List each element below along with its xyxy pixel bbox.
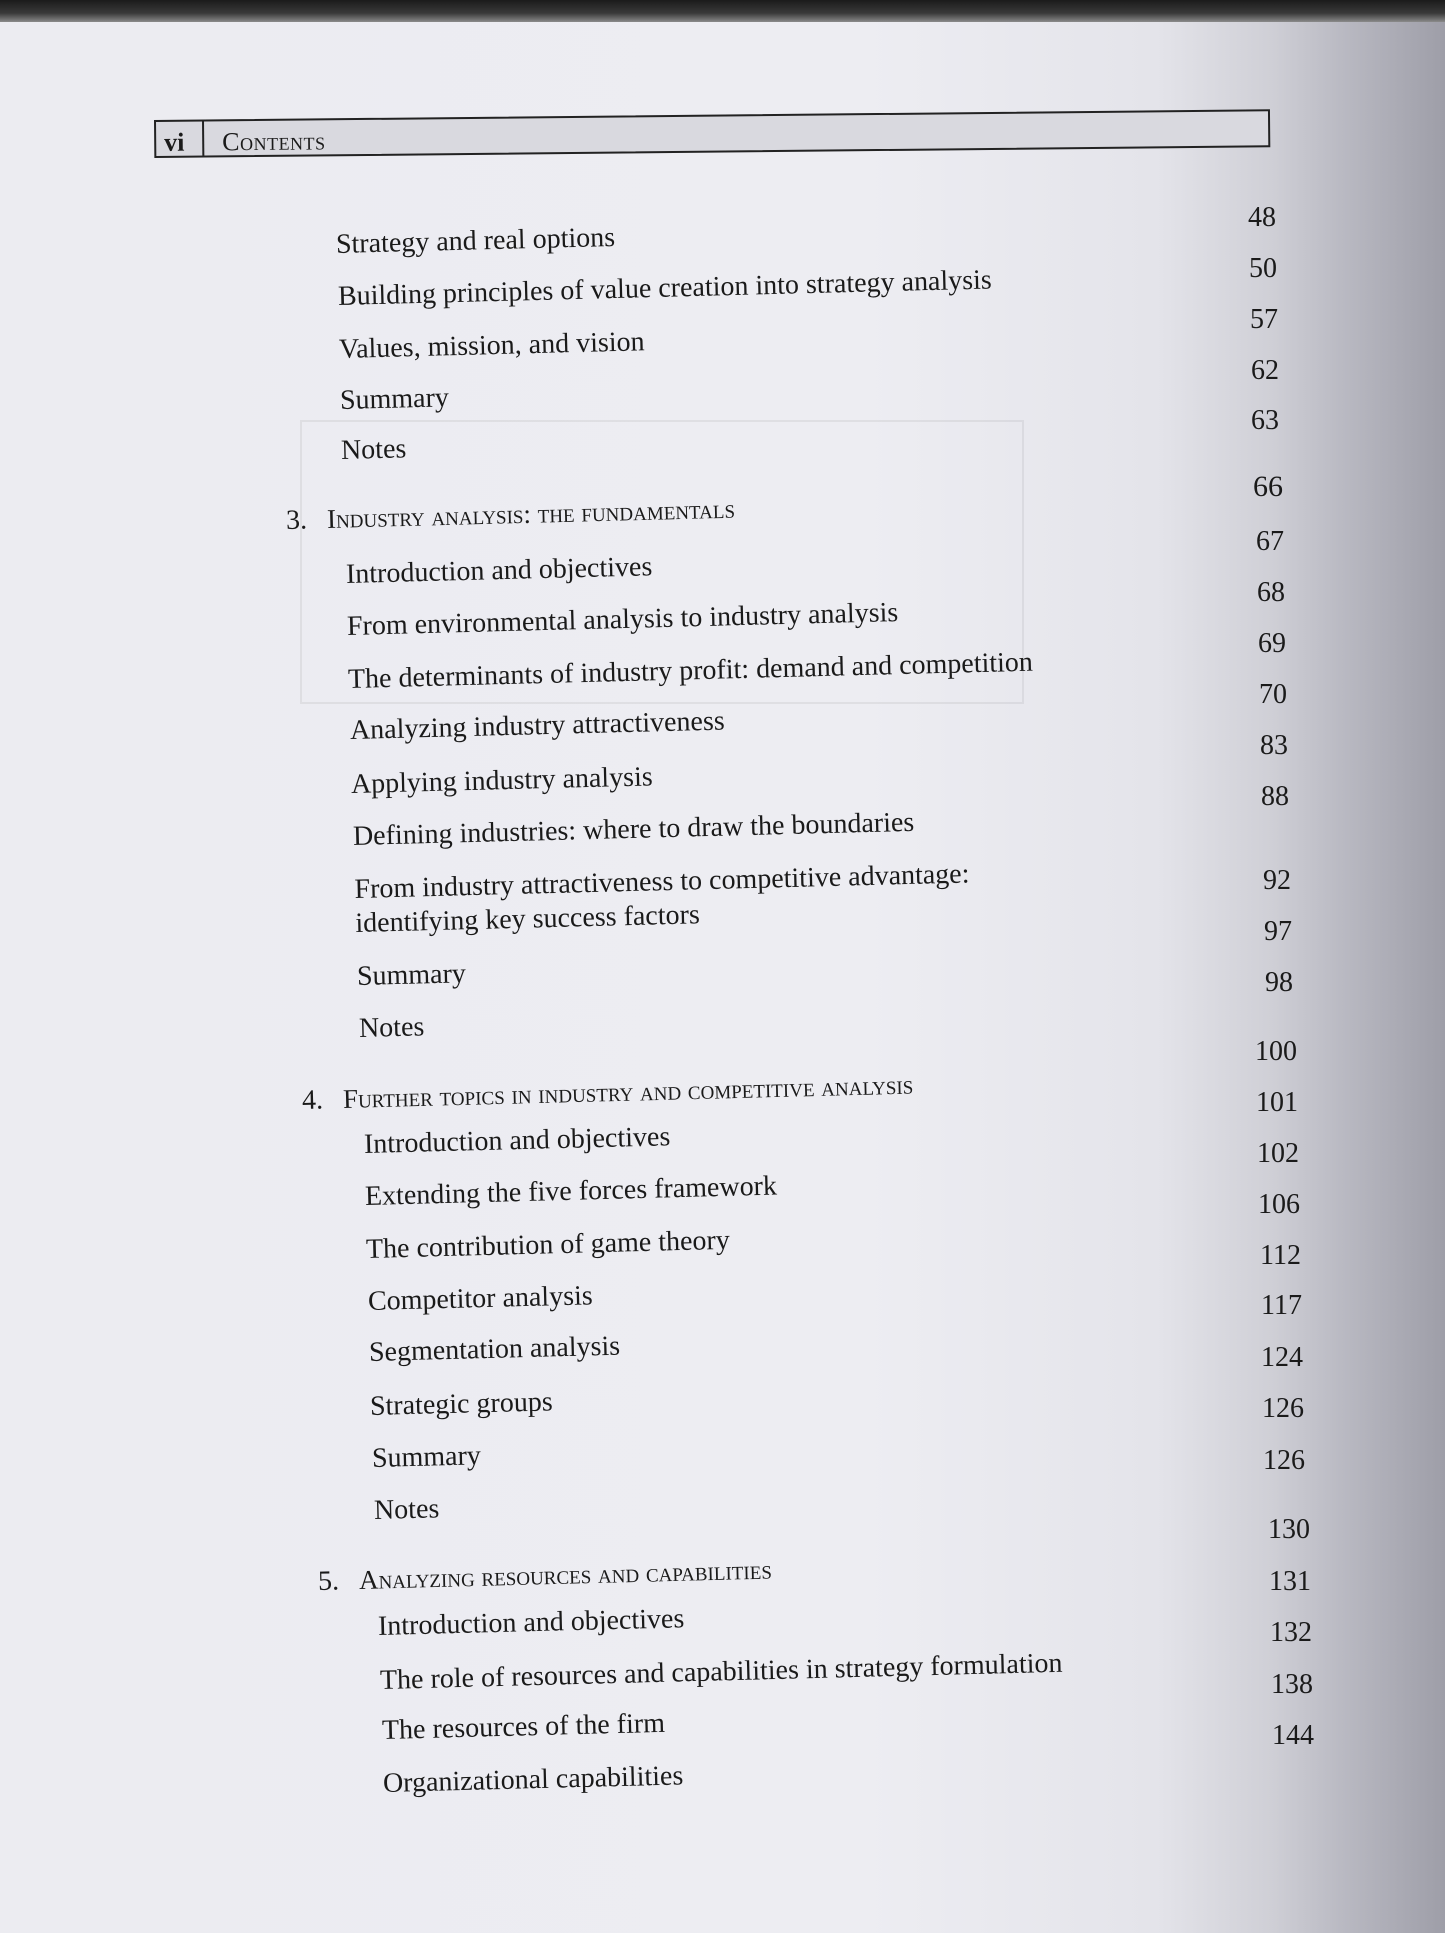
toc-entry-title: Building principles of value creation into strategy analysis bbox=[337, 264, 993, 312]
toc-entry-title: The contribution of game theory bbox=[365, 1224, 731, 1265]
toc-entry-page: 97 bbox=[1264, 916, 1292, 947]
toc-entry-page: 98 bbox=[1265, 967, 1293, 998]
toc-entry-title: Introduction and objectives bbox=[377, 1603, 685, 1642]
toc-entry-title: From environmental analysis to industry analysis bbox=[346, 597, 899, 642]
toc-entry-page: 62 bbox=[1251, 355, 1279, 386]
chapter-title: Industry analysis: the fundamentals bbox=[326, 493, 736, 534]
toc-entry-title: Notes bbox=[340, 433, 407, 466]
toc-entry-page: 63 bbox=[1251, 405, 1279, 436]
toc-entry-title: Strategy and real options bbox=[335, 221, 616, 260]
toc-entry-title: Summary bbox=[371, 1440, 482, 1474]
toc-entry-page: 92 bbox=[1263, 865, 1291, 896]
toc-entry-title: Organizational capabilities bbox=[382, 1760, 684, 1799]
toc-entry-page: 132 bbox=[1270, 1617, 1312, 1648]
toc-entry-page: 102 bbox=[1257, 1138, 1299, 1169]
toc-entry-page: 66 bbox=[1253, 470, 1283, 503]
toc-entry-page: 100 bbox=[1255, 1036, 1297, 1067]
toc-entry-page: 50 bbox=[1249, 253, 1277, 284]
toc-entry-title: Extending the five forces framework bbox=[364, 1170, 778, 1212]
toc-entry-page: 106 bbox=[1258, 1189, 1300, 1220]
toc-entry-page: 144 bbox=[1272, 1720, 1314, 1751]
toc-entry-title: Strategic groups bbox=[369, 1386, 554, 1422]
chapter-number: 5. bbox=[317, 1565, 340, 1597]
toc-entry-title: Introduction and objectives bbox=[345, 551, 653, 590]
toc-entry-title: Introduction and objectives bbox=[363, 1121, 671, 1160]
toc-entry-page: 88 bbox=[1261, 781, 1289, 812]
toc-entry-title: The role of resources and capabilities in strategy formulation bbox=[379, 1647, 1063, 1696]
toc-entry-page: 138 bbox=[1271, 1669, 1313, 1700]
toc-entry-page: 48 bbox=[1248, 202, 1276, 233]
toc-entry-page: 130 bbox=[1268, 1514, 1310, 1545]
toc-entry-page: 126 bbox=[1262, 1393, 1304, 1424]
toc-entry-page: 57 bbox=[1250, 304, 1278, 335]
toc-entry-title: Notes bbox=[358, 1011, 425, 1044]
toc-entry-page: 69 bbox=[1258, 628, 1286, 659]
toc-entry-title: Defining industries: where to draw the boundaries bbox=[352, 806, 915, 852]
chapter-title: Analyzing resources and capabilities bbox=[358, 1554, 773, 1595]
toc-entry-page: 101 bbox=[1256, 1087, 1298, 1118]
chapter-title: Further topics in industry and competitive analysis bbox=[342, 1069, 914, 1114]
toc-entry-page: 68 bbox=[1257, 577, 1285, 608]
toc-entry-title: Segmentation analysis bbox=[368, 1330, 621, 1368]
toc-entry-page: 112 bbox=[1260, 1240, 1301, 1271]
chapter-number: 4. bbox=[301, 1084, 324, 1116]
toc-entry-title: Summary bbox=[356, 958, 467, 992]
chapter-number: 3. bbox=[285, 504, 308, 536]
toc-entry-page: 67 bbox=[1256, 526, 1284, 557]
toc-entry-title: Notes bbox=[373, 1493, 440, 1526]
toc-entry-title: Summary bbox=[339, 382, 450, 416]
toc-entry-page: 83 bbox=[1260, 730, 1288, 761]
toc-entry-title: Applying industry analysis bbox=[350, 761, 654, 800]
toc-entry-title: The resources of the firm bbox=[381, 1707, 666, 1746]
toc-entry-title: From industry attractiveness to competitive advantage: identifying key success factors bbox=[354, 858, 970, 939]
toc-entry-title: Values, mission, and vision bbox=[338, 326, 645, 365]
toc-entry-title: Competitor analysis bbox=[367, 1280, 594, 1317]
header-title: Contents bbox=[222, 126, 326, 157]
toc-entry-page: 70 bbox=[1259, 679, 1287, 710]
header-page-label: vi bbox=[164, 127, 185, 157]
toc-entry-title: Analyzing industry attractiveness bbox=[349, 705, 726, 746]
toc-entry-title: The determinants of industry profit: demand and competition bbox=[347, 646, 1034, 695]
toc-entry-page: 117 bbox=[1261, 1290, 1302, 1321]
toc-entry-page: 131 bbox=[1269, 1566, 1311, 1597]
toc-entry-page: 126 bbox=[1263, 1445, 1305, 1476]
toc-entry-page: 124 bbox=[1261, 1342, 1303, 1373]
